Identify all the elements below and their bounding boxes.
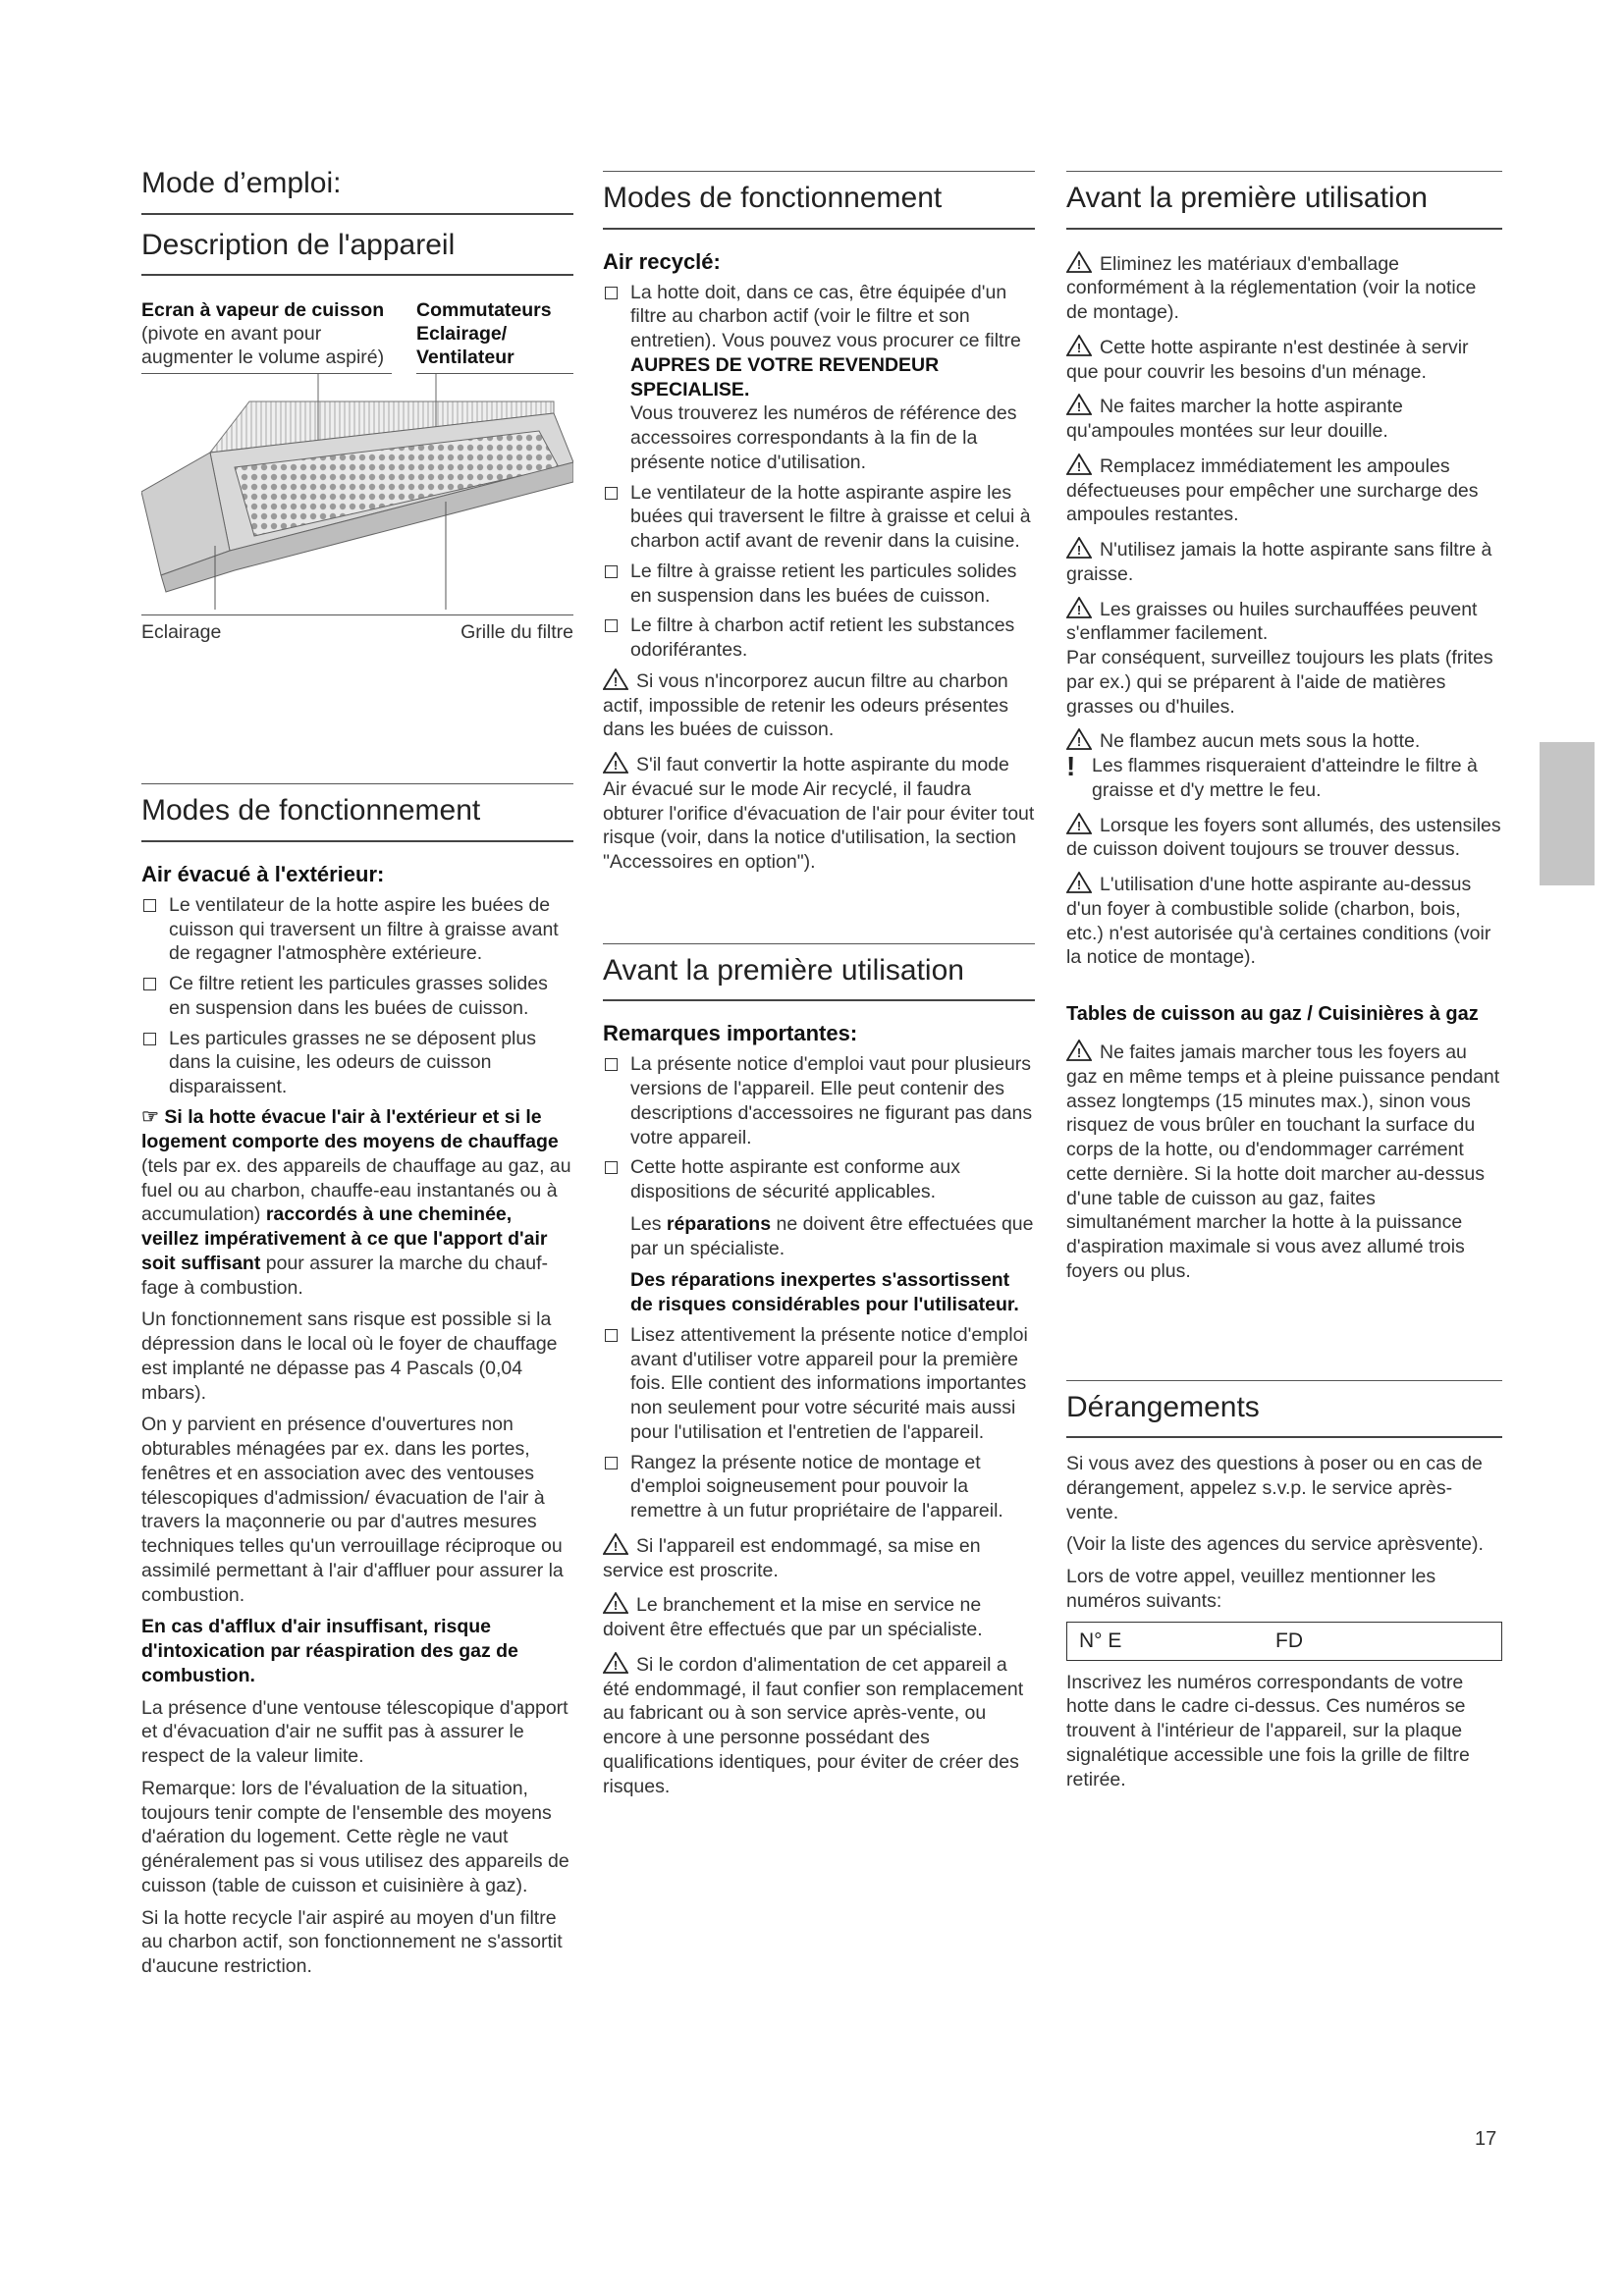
title-modes: Modes de fonctionnement	[141, 783, 573, 842]
paragraph: Inscrivez les numéros correspondants de votre hotte dans le cadre ci-dessus. Ces numéros se trouvent à l'intérieur de l'appareil, sur la plaque signalétique accessible une fois la grille de filtre retirée.	[1066, 1671, 1470, 1790]
list-item: Les particules grasses ne se déposent plus dans la cuisine, les odeurs de cuisson disparaissent.	[141, 1027, 573, 1099]
svg-text:!: !	[613, 1657, 619, 1673]
title-description: Description de l'appareil	[141, 229, 573, 277]
warning-triangle-icon	[603, 1652, 628, 1674]
svg-text:!: !	[613, 1598, 619, 1614]
label-steam-screen: Ecran à vapeur de cuisson (pivote en avant pour augmenter le volume aspiré)	[141, 299, 392, 374]
label-filter-grid: Grille du filtre	[460, 621, 573, 644]
column-2	[603, 167, 1035, 1808]
warning: ! Le branchement et la mise en service ne doivent être effectués que par un spécialiste.	[603, 1594, 983, 1640]
intoxication-warning: En cas d'afflux d'air insuffisant, risque d'intoxication par réaspiration des gaz de combustion.	[141, 1616, 518, 1686]
svg-text:!: !	[1076, 1045, 1082, 1060]
warning-triangle-icon	[1066, 454, 1092, 475]
warning: ! N'utilisez jamais la hotte aspirante sans filtre à graisse.	[1066, 539, 1492, 585]
svg-text:!: !	[1076, 340, 1082, 355]
warning-triangle-icon	[603, 668, 628, 690]
warning-triangle-icon	[1066, 1040, 1092, 1061]
svg-text:!: !	[1076, 818, 1082, 833]
e-number-label: N° E	[1079, 1629, 1122, 1652]
svg-text:!: !	[1076, 543, 1082, 558]
title-modes: Modes de fonctionnement	[603, 171, 1035, 230]
air-recycle-list	[603, 281, 1035, 663]
page-number: 17	[1475, 2128, 1497, 2150]
warning: ! S'il faut convertir la hotte aspirante du mode Air évacué sur le mode Air recyclé, il faudra obturer l'orifice d'évacuation de l'air pour éviter tout risque (voir, dans la notice d'utilisation, la section "Accessoires en option").	[603, 754, 1035, 873]
warning-triangle-icon	[1066, 813, 1092, 834]
warning: ! L'utilisation d'une hotte aspirante au-dessus d'un foyer à combustible solide (charbon, bois, etc.) n'est autorisée qu'à certaines conditions (voir la notice de montage).	[1066, 874, 1491, 969]
svg-text:!: !	[1076, 734, 1082, 750]
side-tab-marker	[1540, 742, 1595, 885]
warning-triangle-icon	[1066, 872, 1092, 893]
paragraph: Par conséquent, surveillez toujours les plats (frites par ex.) qui se préparent à l'aide de matières grasses ou d'huiles.	[1066, 647, 1493, 718]
warning: ! Si le cordon d'alimentation de cet appareil a été endommagé, il faut confier son remplacement au fabricant ou à son service après-vente, ou encore à une personne possédant des qualifications identiques, pour éviter de créer des risques.	[603, 1653, 1024, 1797]
diagram-bottom-labels	[141, 614, 573, 644]
list-item: Le ventilateur de la hotte aspirante aspire les buées qui traversent le filtre à graisse et celui à charbon actif avant de revenir dans la cuisine.	[603, 481, 1035, 554]
fd-label: FD	[1275, 1629, 1303, 1652]
svg-text:!: !	[1076, 458, 1082, 474]
diagram-top-labels	[141, 299, 573, 374]
paragraph: On y parvient en présence d'ouvertures non obturables ménagées par ex. dans les portes, fenêtres et en association avec des ventouses télescopiques d'admission/ évacuation de l'air à travers la maçonnerie ou par d'autres mesures techniques telles qu'un verrouillage réciproque ou assimilé permettant à l'air d'affluer pour assurer la combustion.	[141, 1414, 564, 1606]
svg-text:!: !	[1076, 400, 1082, 415]
title-avant: Avant la première utilisation	[1066, 171, 1502, 230]
subtitle-air-recycle: Air recyclé:	[603, 248, 721, 274]
warning: ! Si vous n'incorporez aucun filtre au charbon actif, impossible de retenir les odeurs présentes dans les buées de cuisson.	[603, 669, 1008, 741]
warning-triangle-icon	[1066, 597, 1092, 618]
svg-text:!: !	[613, 758, 619, 773]
air-evacue-list	[141, 893, 573, 1099]
warning: ! Lorsque les foyers sont allumés, des ustensiles de cuisson doivent toujours se trouver dessus.	[1066, 814, 1501, 861]
fire-warning: ! Les flammes risqueraient d'atteindre le filtre à graisse et d'y mettre le feu.	[1066, 751, 1478, 801]
number-entry-box	[1066, 1622, 1502, 1661]
hood-diagram	[141, 374, 573, 610]
svg-text:!: !	[1076, 256, 1082, 272]
column-1	[141, 167, 573, 1987]
warning-triangle-icon	[1066, 394, 1092, 415]
warning-triangle-icon	[603, 1592, 628, 1614]
remarques-list	[603, 1052, 1035, 1523]
warning-triangle-icon	[1066, 251, 1092, 273]
paragraph: Lors de votre appel, veuillez mentionner les numéros suivants:	[1066, 1566, 1436, 1612]
warning-triangle-icon	[1066, 335, 1092, 356]
paragraph: (Voir la liste des agences du service aprèsvente).	[1066, 1533, 1484, 1556]
title-derangements: Dérangements	[1066, 1380, 1502, 1439]
list-item: La hotte doit, dans ce cas, être équipée d'un filtre au charbon actif (voir le filtre et son entretien). Vous pouvez vous procurer ce filtre AUPRES DE VOTRE REVENDEUR SPECIALISE. Vous trouverez les numéros de référence des accessoires correspondants à la fin de la présente notice d'utilisation.	[603, 281, 1035, 475]
paragraph: La présence d'une ventouse télescopique d'apport et d'évacuation d'air ne suffit pas à assurer le respect de la valeur limite.	[141, 1696, 568, 1768]
list-item: Lisez attentivement la présente notice d'emploi avant d'utiliser votre appareil pour la première fois. Elle contient des informations importantes non seulement pour votre sécurité mais aussi pour l'utilisation et l'entretien de l'appareil.	[603, 1323, 1035, 1445]
warning: ! Ne flambez aucun mets sous la hotte.	[1066, 728, 1502, 754]
warning: ! Cette hotte aspirante n'est destinée à servir que pour couvrir les besoins d'un ménage.	[1066, 336, 1469, 383]
paragraph: Remarque: lors de l'évaluation de la situation, toujours tenir compte de l'ensemble des moyens d'aération du logement. Cette règle ne vaut généralement pas si vous utilisez des appareils de cuisson (table de cuisson et cuisinière à gaz).	[141, 1777, 569, 1896]
warning: ! Eliminez les matériaux d'emballage conformément à la réglementation (voir la notice de montage).	[1066, 252, 1477, 323]
heating-note: ☞ Si la hotte évacue l'air à l'extérieur et si le logement comporte des moyens de chauffage (tels par ex. des appareils de chauffage au gaz, au fuel ou au charbon, chauffe-eau instantanés ou à accumulation) raccordés à une cheminée, veillez impérativement à ce que l'apport d'air soit suffisant pour assurer la marche du chauffage à combustion.	[141, 1105, 571, 1299]
svg-text:!: !	[1076, 602, 1082, 617]
column-3	[1066, 167, 1502, 1799]
warning: ! Les graisses ou huiles surchauffées peuvent s'enflammer facilement.	[1066, 598, 1478, 645]
list-item: La présente notice d'emploi vaut pour plusieurs versions de l'appareil. Elle peut contenir des descriptions d'accessoires ne figurant pas dans votre appareil.	[603, 1052, 1035, 1149]
exclamation-icon: !	[1066, 751, 1076, 781]
svg-text:!: !	[1076, 878, 1082, 892]
subtitle-air-evacue: Air évacué à l'extérieur:	[141, 861, 385, 886]
warning: ! Ne faites marcher la hotte aspirante qu'ampoules montées sur leur douille.	[1066, 396, 1403, 442]
warning-triangle-icon	[603, 1533, 628, 1555]
warning: ! Si l'appareil est endommagé, sa mise en service est proscrite.	[603, 1534, 981, 1581]
paragraph: Si vous avez des questions à poser ou en cas de dérangement, appelez s.v.p. le service après-vente.	[1066, 1453, 1483, 1523]
list-item: Ce filtre retient les particules grasses solides en suspension dans les buées de cuisson.	[141, 972, 573, 1021]
title-avant: Avant la première utilisation	[603, 943, 1035, 1002]
list-item: Le filtre à graisse retient les particules solides en suspension dans les buées de cuisson.	[603, 560, 1035, 609]
list-item: Le filtre à charbon actif retient les substances odoriférantes.	[603, 614, 1035, 663]
label-switches: Commutateurs Eclairage/ Ventilateur	[416, 299, 573, 374]
warning-triangle-icon	[603, 752, 628, 774]
warning: ! Remplacez immédiatement les ampoules défectueuses pour empêcher une surcharge des ampoules restantes.	[1066, 454, 1479, 526]
pointing-hand-icon: ☞	[141, 1105, 159, 1128]
paragraph: Si la hotte recycle l'air aspiré au moyen d'un filtre au charbon actif, son fonctionnement ne s'assortit d'aucune restriction.	[141, 1906, 563, 1978]
list-item: Le ventilateur de la hotte aspire les buées de cuisson qui traversent un filtre à graisse avant de regagner l'atmosphère extérieure.	[141, 893, 573, 966]
warning-triangle-icon	[1066, 537, 1092, 559]
paragraph: Un fonctionnement sans risque est possible si la dépression dans le local où le foyer de chauffage est implanté ne dépasse pas 4 Pascals (0,04 mbars).	[141, 1308, 558, 1404]
warning-triangle-icon	[1066, 728, 1092, 750]
list-item: Rangez la présente notice de montage et d'emploi soigneusement pour pouvoir la remettre à un futur propriétaire de l'appareil.	[603, 1451, 1035, 1523]
subtitle-remarques: Remarques importantes:	[603, 1021, 858, 1046]
list-item: Cette hotte aspirante est conforme aux dispositions de sécurité applicables. Les réparations ne doivent être effectuées que par un spécialiste. Des réparations inexpertes s'assortissent de risques considérables pour l'utilisateur.	[603, 1155, 1035, 1317]
warning: ! Ne faites jamais marcher tous les foyers au gaz en même temps et à pleine puissance pendant assez longtemps (15 minutes max.), sinon vous risquez de vous brûler en touchant la surface du corps de la hotte, ou d'endommager carrément cette dernière. Si la hotte doit marcher au-dessus d'une table de cuisson au gaz, faites simultanément marcher la hotte à la puissance d'aspiration maximale si vous avez allumé trois foyers ou plus.	[1066, 1041, 1500, 1282]
svg-text:!: !	[613, 1538, 619, 1554]
svg-text:!: !	[613, 673, 619, 689]
subtitle-gaz: Tables de cuisson au gaz / Cuisinières à gaz	[1066, 1003, 1479, 1025]
label-lighting: Eclairage	[141, 621, 222, 644]
title-mode-emploi: Mode d’emploi:	[141, 167, 573, 215]
